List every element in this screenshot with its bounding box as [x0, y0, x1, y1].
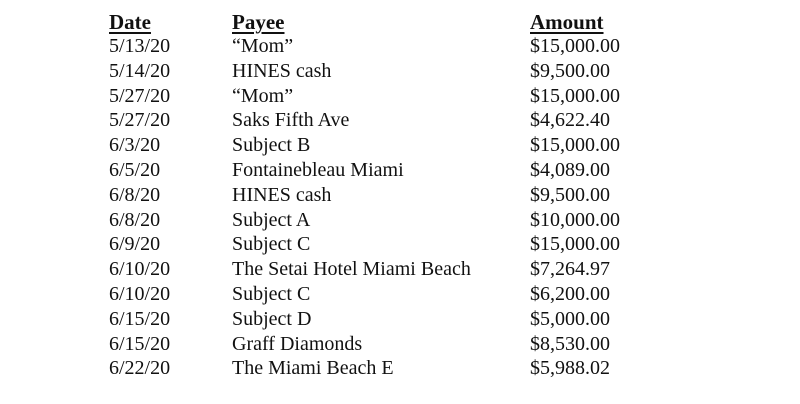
cell-date: 6/10/20: [109, 282, 171, 305]
cell-date: 6/3/20: [109, 134, 161, 157]
table-row: [0, 59, 800, 84]
cell-amount: $15,000.00: [530, 35, 620, 57]
cell-payee: Subject C: [232, 233, 311, 256]
cell-payee: Subject B: [232, 134, 311, 157]
header-amount: Amount: [530, 10, 604, 34]
cell-date: 5/27/20: [109, 109, 171, 132]
cell-date: 6/15/20: [109, 307, 171, 330]
cell-payee: HINES cash: [232, 59, 332, 82]
table-row: [0, 232, 800, 257]
cell-payee: “Mom”: [232, 84, 294, 107]
table-row: [0, 257, 800, 282]
cell-payee: “Mom”: [232, 35, 294, 57]
table-row: [0, 332, 800, 357]
cell-amount: $5,988.02: [530, 357, 610, 380]
cell-amount: $7,264.97: [530, 258, 610, 281]
cell-payee: The Setai Hotel Miami Beach: [232, 258, 471, 281]
cell-amount: $8,530.00: [530, 332, 610, 355]
table-row: [0, 282, 800, 307]
cell-date: 6/5/20: [109, 158, 161, 181]
cell-amount: $9,500.00: [530, 59, 610, 82]
cell-date: 6/10/20: [109, 258, 171, 281]
table-row: [0, 133, 800, 158]
cell-amount: $15,000.00: [530, 233, 620, 256]
table-row: [0, 34, 800, 59]
table-row: [0, 158, 800, 183]
table-row: [0, 356, 800, 381]
cell-date: 5/27/20: [109, 84, 171, 107]
cell-date: 5/14/20: [109, 59, 171, 82]
cell-payee: Graff Diamonds: [232, 332, 363, 355]
cell-amount: $4,089.00: [530, 158, 610, 181]
cell-date: 6/15/20: [109, 332, 171, 355]
cell-amount: $9,500.00: [530, 183, 610, 206]
cell-date: 6/8/20: [109, 183, 161, 206]
table-row: [0, 208, 800, 233]
cell-amount: $4,622.40: [530, 109, 610, 132]
cell-date: 6/8/20: [109, 208, 161, 231]
cell-payee: The Miami Beach E: [232, 357, 394, 380]
table-body: [0, 34, 800, 381]
table-row: [0, 84, 800, 109]
cell-date: 5/13/20: [109, 35, 171, 57]
cell-date: 6/9/20: [109, 233, 161, 256]
cell-payee: Saks Fifth Ave: [232, 109, 350, 132]
cell-amount: $6,200.00: [530, 282, 610, 305]
table-row: [0, 183, 800, 208]
table-row: [0, 108, 800, 133]
header-date: Date: [109, 10, 151, 34]
cell-payee: Subject D: [232, 307, 312, 330]
cell-date: 6/22/20: [109, 357, 171, 380]
cell-amount: $15,000.00: [530, 84, 620, 107]
cell-payee: Fontainebleau Miami: [232, 158, 404, 181]
header-payee: Payee: [232, 10, 285, 34]
cell-payee: Subject A: [232, 208, 311, 231]
cell-payee: Subject C: [232, 282, 311, 305]
cell-amount: $10,000.00: [530, 208, 620, 231]
table-header: [0, 8, 800, 36]
cell-payee: HINES cash: [232, 183, 332, 206]
cell-amount: $15,000.00: [530, 134, 620, 157]
table-row: [0, 307, 800, 332]
cell-amount: $5,000.00: [530, 307, 610, 330]
